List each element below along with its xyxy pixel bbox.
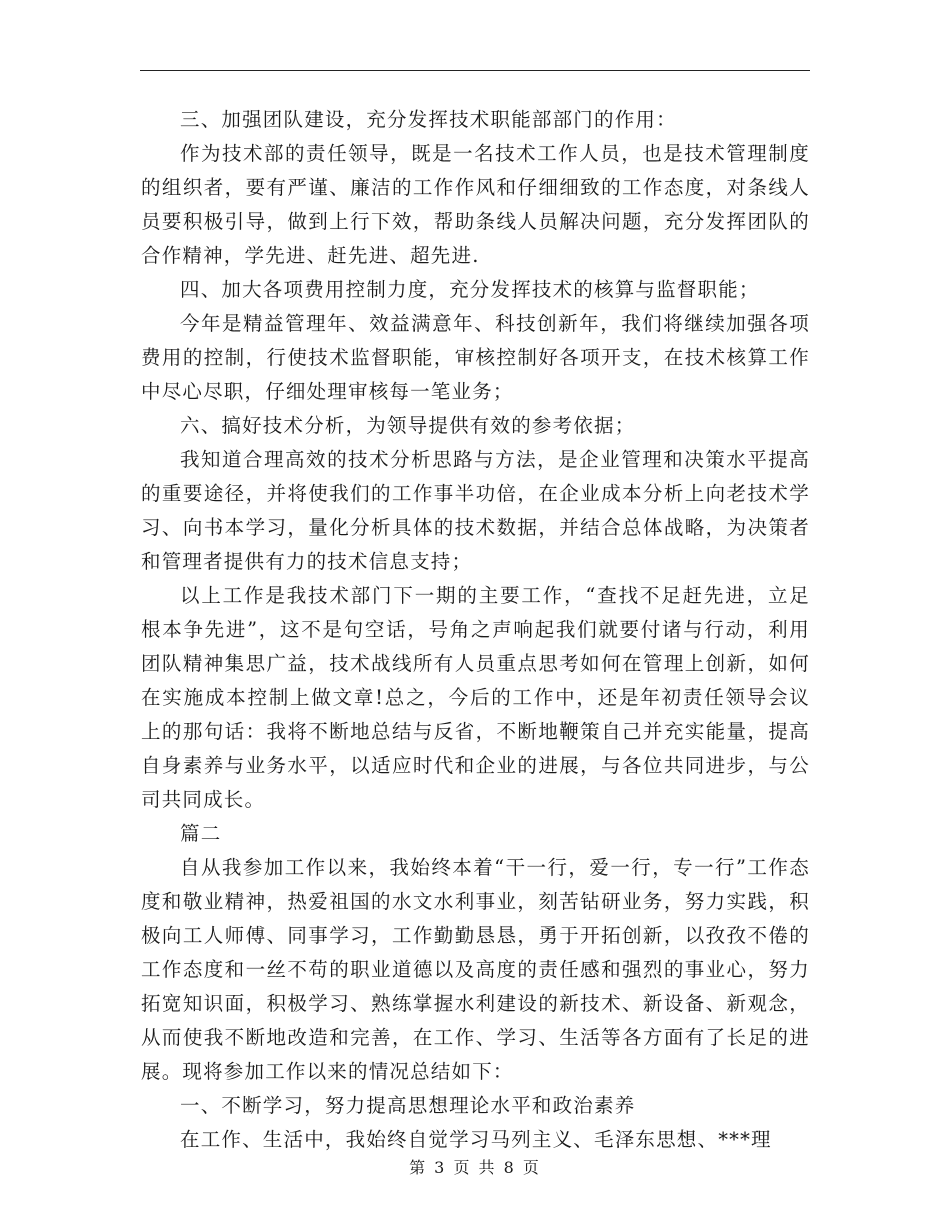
part-heading: 篇二 bbox=[180, 822, 222, 845]
header-rule bbox=[140, 70, 810, 71]
body-paragraph: 以上工作是我技术部门下一期的主要工作，“查找不足赶先进，立足根本争先进”，这不是句空话，号角之声响起我们就要付诸与行动，利用团队精神集思广益，技术战线所有人员重点思考如何在管理上创新，如何在实施成本控制上做文章!总之，今后的工作中，还是年初责任领导会议上的那句话：我将不断地总结与反省，不断地鞭策自己并充实能量，提高自身素养与业务水平，以适应时代和企业的进展，与各位共同进步，与公司共同成长。 bbox=[141, 584, 810, 811]
section-heading-6: 六、搞好技术分析，为领导提供有效的参考依据； bbox=[180, 414, 636, 437]
body-paragraph: 今年是精益管理年、效益满意年、科技创新年，我们将继续加强各项费用的控制，行使技术监督职能，审核控制好各项开支，在技术核算工作中尽心尽职，仔细处理审核每一笔业务； bbox=[141, 312, 810, 403]
body-paragraph: 在工作、生活中，我始终自觉学习马列主义、毛泽东思想、***理 bbox=[180, 1128, 772, 1151]
section-heading-4: 四、加大各项费用控制力度，充分发挥技术的核算与监督职能； bbox=[180, 278, 760, 301]
document-body bbox=[141, 103, 810, 1157]
body-paragraph: 作为技术部的责任领导，既是一名技术工作人员，也是技术管理制度的组织者，要有严谨、廉洁的工作作风和仔细细致的工作态度，对条线人员要积极引导，做到上行下效，帮助条线人员解决问题，充分发挥团队的合作精神，学先进、赶先进、超先进. bbox=[141, 142, 810, 267]
section-heading-1: 一、不断学习，努力提高思想理论水平和政治素养 bbox=[180, 1094, 636, 1117]
body-paragraph: 自从我参加工作以来，我始终本着“干一行，爱一行，专一行”工作态度和敬业精神，热爱祖国的水文水利事业，刻苦钻研业务，努力实践，积极向工人师傅、同事学习，工作勤勤恳恳，勇于开拓创新，以孜孜不倦的工作态度和一丝不苟的职业道德以及高度的责任感和强烈的事业心，努力拓宽知识面，积极学习、熟练掌握水利建设的新技术、新设备、新观念，从而使我不断地改造和完善，在工作、学习、生活等各方面有了长足的进展。现将参加工作以来的情况总结如下： bbox=[141, 856, 810, 1083]
body-paragraph: 我知道合理高效的技术分析思路与方法，是企业管理和决策水平提高的重要途径，并将使我们的工作事半功倍，在企业成本分析上向老技术学习、向书本学习，量化分析具体的技术数据，并结合总体战略，为决策者和管理者提供有力的技术信息支持； bbox=[141, 448, 810, 573]
page-number-label: 第 3 页 共 8 页 bbox=[409, 1158, 541, 1177]
page-footer bbox=[0, 1155, 950, 1178]
section-heading-3: 三、加强团队建设，充分发挥技术职能部部门的作用： bbox=[180, 108, 677, 131]
